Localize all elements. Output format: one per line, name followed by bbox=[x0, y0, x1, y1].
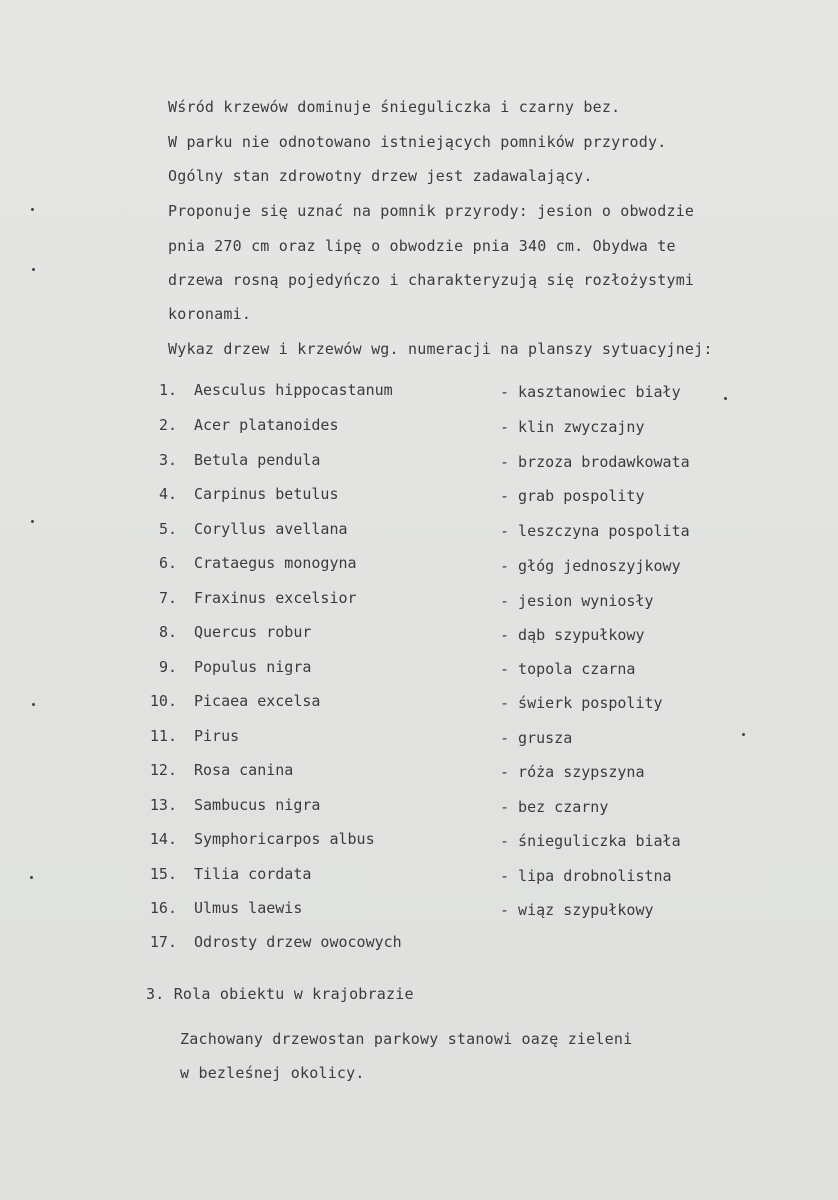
item-number: 11. bbox=[149, 727, 177, 745]
latin-name: Symphoricarpos albus bbox=[194, 830, 375, 848]
polish-name: - kasztanowiec biały bbox=[500, 383, 681, 401]
item-number: 16. bbox=[149, 899, 177, 917]
latin-name: Fraxinus excelsior bbox=[194, 589, 357, 607]
item-number: 6. bbox=[158, 554, 177, 572]
item-number: 9. bbox=[158, 658, 177, 676]
scan-speck bbox=[32, 703, 35, 706]
latin-name: Picaea excelsa bbox=[194, 692, 321, 710]
list-heading: Wykaz drzew i krzewów wg. numeracji na planszy sytuacyjnej: bbox=[168, 340, 713, 358]
polish-name: - śnieguliczka biała bbox=[500, 832, 681, 850]
latin-name: Betula pendula bbox=[194, 451, 321, 469]
polish-name: - dąb szypułkowy bbox=[500, 626, 645, 644]
section-heading: 3. Rola obiektu w krajobrazie bbox=[146, 985, 414, 1003]
polish-name: - brzoza brodawkowata bbox=[500, 453, 690, 471]
polish-name: - głóg jednoszyjkowy bbox=[500, 557, 681, 575]
text-line: Zachowany drzewostan parkowy stanowi oazę zieleni bbox=[180, 1030, 633, 1048]
latin-name: Odrosty drzew owocowych bbox=[194, 933, 402, 951]
text-line: Proponuje się uznać na pomnik przyrody: jesion o obwodzie bbox=[168, 202, 695, 220]
latin-name: Tilia cordata bbox=[194, 865, 312, 883]
text-line: koronami. bbox=[168, 305, 252, 323]
polish-name: - grusza bbox=[500, 729, 573, 747]
item-number: 7. bbox=[158, 589, 177, 607]
scan-speck bbox=[31, 208, 34, 211]
text-line: pnia 270 cm oraz lipę o obwodzie pnia 340 cm. Obydwa te bbox=[168, 237, 676, 255]
polish-name: - topola czarna bbox=[500, 660, 636, 678]
polish-name: - leszczyna pospolita bbox=[500, 522, 690, 540]
latin-name: Crataegus monogyna bbox=[194, 554, 357, 572]
item-number: 17. bbox=[149, 933, 177, 951]
item-number: 1. bbox=[158, 381, 177, 399]
item-number: 5. bbox=[158, 520, 177, 538]
latin-name: Pirus bbox=[194, 727, 240, 745]
item-number: 8. bbox=[158, 623, 177, 641]
text-line: w bezleśnej okolicy. bbox=[180, 1064, 365, 1082]
item-number: 4. bbox=[158, 485, 177, 503]
item-number: 2. bbox=[158, 416, 177, 434]
polish-name: - grab pospolity bbox=[500, 487, 645, 505]
latin-name: Sambucus nigra bbox=[194, 796, 321, 814]
item-number: 3. bbox=[158, 451, 177, 469]
scan-speck bbox=[742, 733, 745, 736]
text-line: Wśród krzewów dominuje śnieguliczka i czarny bez. bbox=[168, 98, 621, 116]
polish-name: - róża szypszyna bbox=[500, 763, 645, 781]
latin-name: Aesculus hippocastanum bbox=[194, 381, 393, 399]
latin-name: Ulmus laewis bbox=[194, 899, 303, 917]
text-line: Ogólny stan zdrowotny drzew jest zadawalający. bbox=[168, 167, 593, 185]
polish-name: - bez czarny bbox=[500, 798, 609, 816]
scan-speck bbox=[32, 268, 35, 271]
latin-name: Populus nigra bbox=[194, 658, 312, 676]
latin-name: Carpinus betulus bbox=[194, 485, 339, 503]
latin-name: Acer platanoides bbox=[194, 416, 339, 434]
item-number: 15. bbox=[149, 865, 177, 883]
text-line: W parku nie odnotowano istniejących pomników przyrody. bbox=[168, 133, 667, 151]
text-line: drzewa rosną pojedyńczo i charakteryzują się rozłożystymi bbox=[168, 271, 695, 289]
item-number: 10. bbox=[149, 692, 177, 710]
item-number: 14. bbox=[149, 830, 177, 848]
polish-name: - wiąz szypułkowy bbox=[500, 901, 654, 919]
scan-speck bbox=[30, 876, 33, 879]
polish-name: - lipa drobnolistna bbox=[500, 867, 672, 885]
item-number: 13. bbox=[149, 796, 177, 814]
latin-name: Rosa canina bbox=[194, 761, 294, 779]
latin-name: Quercus robur bbox=[194, 623, 312, 641]
scan-speck bbox=[31, 520, 34, 523]
polish-name: - klin zwyczajny bbox=[500, 418, 645, 436]
scan-speck bbox=[724, 397, 727, 400]
polish-name: - jesion wyniosły bbox=[500, 592, 654, 610]
latin-name: Coryllus avellana bbox=[194, 520, 348, 538]
item-number: 12. bbox=[149, 761, 177, 779]
polish-name: - świerk pospolity bbox=[500, 694, 663, 712]
